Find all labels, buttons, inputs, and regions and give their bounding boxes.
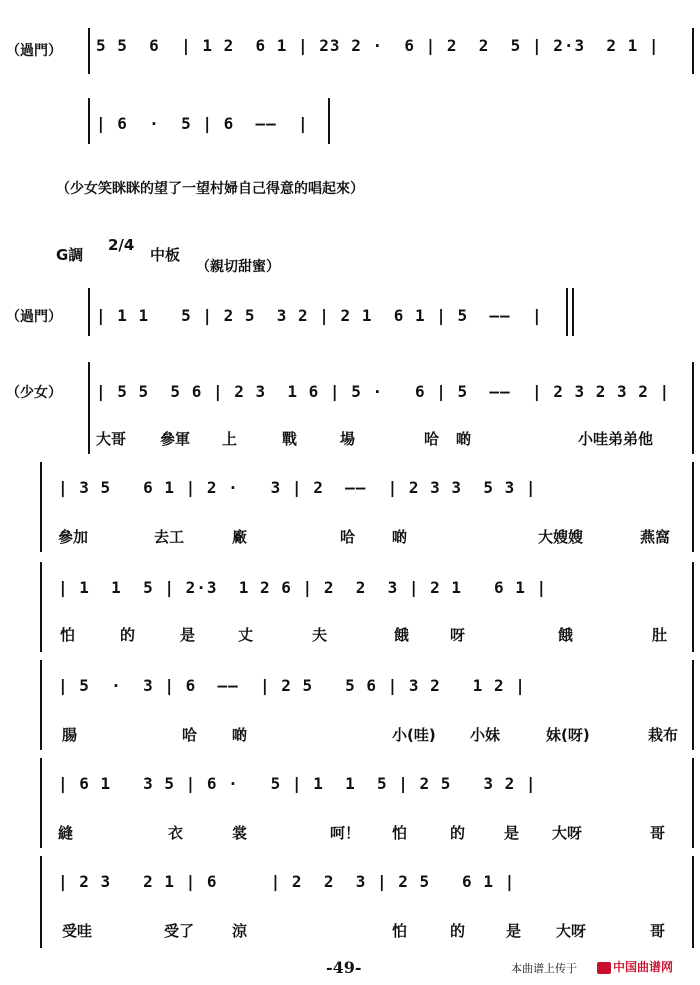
barline [88, 288, 90, 336]
barline [40, 660, 42, 750]
site-name: 中国曲谱网 [613, 960, 674, 974]
lyric: 啲 [456, 430, 472, 448]
barline [40, 856, 42, 948]
lyric: 去工 [154, 528, 185, 546]
lyric: 場 [340, 430, 356, 448]
lyric: 餓 [394, 626, 410, 644]
lyric: 啲 [232, 726, 248, 744]
barline [88, 28, 90, 74]
lyric: 呵！ [330, 824, 361, 842]
lyric: 衣 [168, 824, 184, 842]
lyric: 哈 [182, 726, 198, 744]
part-label-girl: （少女） [6, 385, 62, 401]
source-text: 本曲谱上传于 [511, 962, 577, 975]
lyric: 怕 [60, 626, 76, 644]
barline [692, 362, 694, 454]
notes-row-9: | 2 3 2 1 | 6 | 2 2 3 | 2 5 6 1 | [58, 872, 516, 891]
barline [692, 28, 694, 74]
lyric: 受哇 [62, 922, 93, 940]
barline [566, 288, 568, 336]
lyric: 丈 [238, 626, 254, 644]
lyric: 是 [180, 626, 196, 644]
barline [328, 98, 330, 144]
tempo-marking: 中板 [150, 246, 181, 264]
part-label-interlude: （過門） [6, 43, 62, 59]
lyric: 戰 [282, 430, 298, 448]
lyric: 參軍 [160, 430, 191, 448]
barline [692, 856, 694, 948]
lyric: 裳 [232, 824, 248, 842]
notes-row-5: | 3 5 6 1 | 2 · 3 | 2 —— | 2 3 3 5 3 | [58, 478, 537, 497]
lyric: 縫 [58, 824, 74, 842]
lyric: 妹(呀) [546, 726, 590, 744]
notes-row-6: | 1 1 5 | 2·3 1 2 6 | 2 2 3 | 2 1 6 1 | [58, 578, 548, 597]
lyric: 大哥 [96, 430, 127, 448]
logo-icon [597, 962, 611, 974]
notes-row-1: 5 5 6 | 1 2 6 1 | 23 2 · 6 | 2 2 5 | 2·3 2 1 | [96, 36, 660, 55]
notes-row-2: | 6 · 5 | 6 —— | [96, 114, 309, 133]
part-label-interlude: （過門） [6, 309, 62, 325]
barline [88, 362, 90, 454]
lyric: 小(哇) [392, 726, 436, 744]
barline [40, 562, 42, 652]
lyric: 的 [450, 824, 466, 842]
lyric: 夫 [312, 626, 328, 644]
key-signature: G調 [56, 246, 84, 264]
notes-row-8: | 6 1 3 5 | 6 · 5 | 1 1 5 | 2 5 3 2 | [58, 774, 537, 793]
stage-direction: （少女笑眯眯的望了一望村婦自己得意的唱起來） [56, 181, 364, 197]
lyric: 小哇弟弟他 [578, 430, 654, 448]
lyric: 參加 [58, 528, 89, 546]
expression-marking: （親切甜蜜） [196, 259, 280, 275]
lyric: 受了 [164, 922, 195, 940]
lyric: 大嫂嫂 [538, 528, 584, 546]
lyric: 餓 [558, 626, 574, 644]
lyric: 廠 [232, 528, 248, 546]
lyric: 腸 [62, 726, 78, 744]
lyric: 的 [450, 922, 466, 940]
lyric: 哈 [340, 528, 356, 546]
lyric: 栽布 [648, 726, 679, 744]
lyric: 呀 [450, 626, 466, 644]
barline [692, 758, 694, 848]
notes-row-7: | 5 · 3 | 6 —— | 2 5 5 6 | 3 2 1 2 | [58, 676, 526, 695]
notes-row-3: | 1 1 5 | 2 5 3 2 | 2 1 6 1 | 5 —— | [96, 306, 543, 325]
page-number: -49- [326, 958, 362, 977]
lyric: 涼 [232, 922, 248, 940]
lyric: 怕 [392, 824, 408, 842]
lyric: 啲 [392, 528, 408, 546]
lyric: 是 [506, 922, 522, 940]
barline [692, 562, 694, 652]
lyric: 哈 [424, 430, 440, 448]
barline [572, 288, 574, 336]
barline [40, 462, 42, 552]
barline [40, 758, 42, 848]
barline [692, 660, 694, 750]
lyric: 哥 [650, 824, 666, 842]
lyric: 怕 [392, 922, 408, 940]
lyric: 大呀 [552, 824, 583, 842]
lyric: 肚 [652, 626, 668, 644]
lyric: 是 [504, 824, 520, 842]
time-signature: 2/4 [108, 236, 135, 254]
lyric: 哥 [650, 922, 666, 940]
barline [88, 98, 90, 144]
barline [692, 462, 694, 552]
site-logo[interactable] [597, 958, 673, 975]
lyric: 大呀 [556, 922, 587, 940]
lyric: 小妹 [470, 726, 501, 744]
notes-row-4: | 5 5 5 6 | 2 3 1 6 | 5 · 6 | 5 —— | 2 3 2 3 2 | [96, 382, 671, 401]
lyric: 的 [120, 626, 136, 644]
lyric: 上 [222, 430, 238, 448]
lyric: 燕窩 [640, 528, 671, 546]
